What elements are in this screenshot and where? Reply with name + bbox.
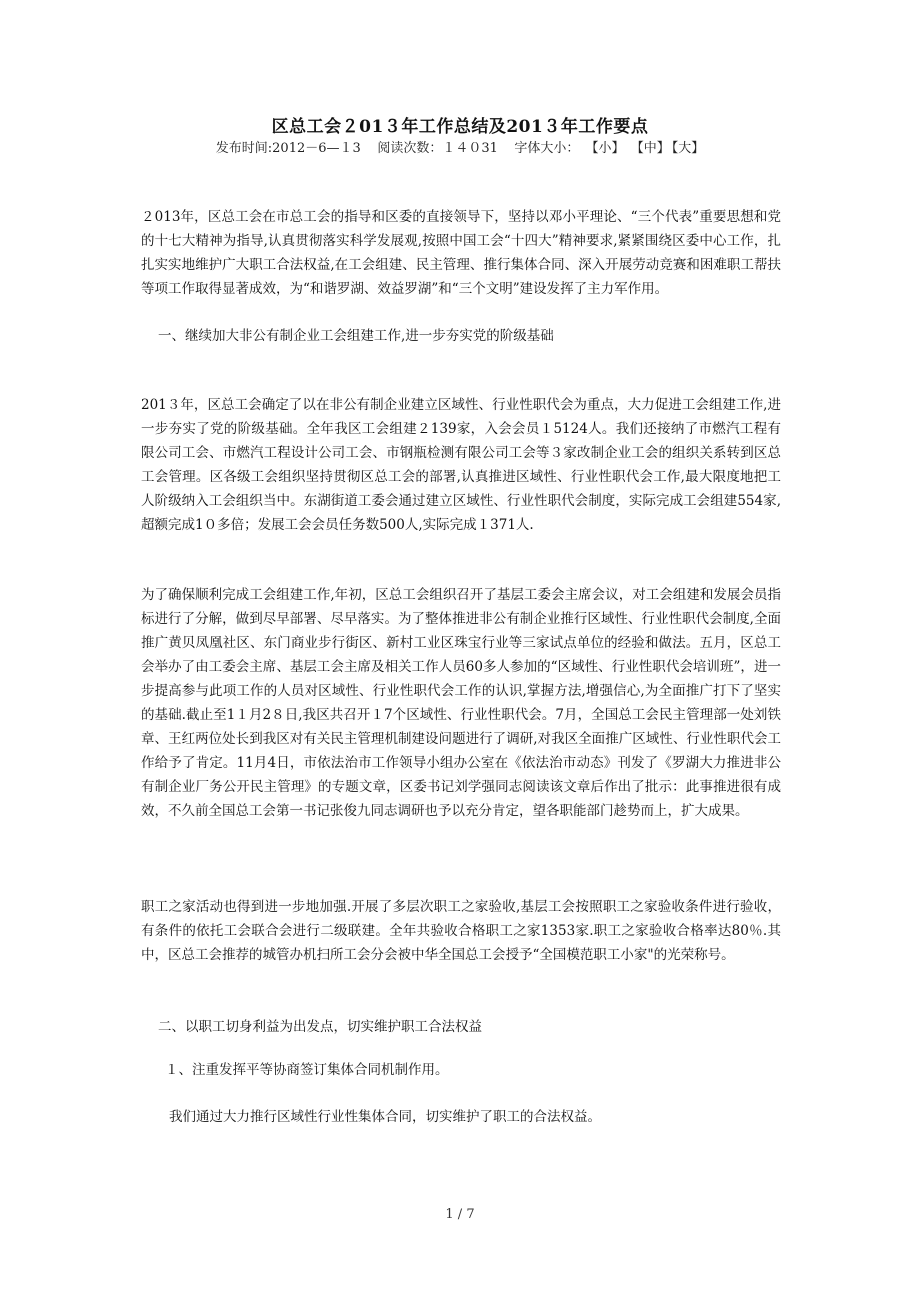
paragraph-1: 201３年，区总工会确定了以在非公有制企业建立区域性、行业性职代会为重点，大力促进工会组建工作,进一步夯实了党的阶级基础。全年我区工会组建２139家，入会会员１5124人。我们还接纳了市燃汽工程有限公司工会、市燃汽工程设计公司工会、市钢瓶检测有限公司工会等３家改制企业工会的组织关系转到区总工会管理。区各级工会组织坚持贯彻区总工会的部署,认真推进区域性、行业性职代会工作,最大限度地把工人阶级纳入工会组织当中。东湖街道工委会通过建立区域性、行业性职代会制度，实际完成工会组建554家,超额完成1０多倍；发展工会会员任务数500人,实际完成１371人.	[141, 397, 781, 533]
font-size-medium-link[interactable]: 【中】	[630, 141, 670, 156]
document-meta	[0, 137, 920, 156]
font-size-small-link[interactable]: 【小】	[585, 141, 625, 156]
paragraph-3: 职工之家活动也得到进一步地加强.开展了多层次职工之家验收,基层工会按照职工之家验收条件进行验收，有条件的依托工会联合会进行二级联建。全年共验收合格职工之家1353家.职工之家验收合格率达80％.其中，区总工会推荐的城管办机扫所工会分会被中华全国总工会授予“全国模范职工小家"的光荣称号。	[141, 899, 781, 963]
document-title: 区总工会２01３年工作总结及201３年工作要点	[271, 117, 649, 137]
section-1-heading: 一、继续加大非公有制企业工会组建工作,进一步夯实党的阶级基础	[158, 328, 554, 344]
paragraph-2: 为了确保顺利完成工会组建工作,年初，区总工会组织召开了基层工委会主席会议，对工会组建和发展会员指标进行了分解，做到尽早部署、尽早落实。为了整体推进非公有制企业推行区域性、行业性职代会制度,全面推广黄贝凤凰社区、东门商业步行街区、新村工业区珠宝行业等三家试点单位的经验和做法。五月，区总工会举办了由工委会主席、基层工会主席及相关工作人员60多人参加的“区域性、行业性职代会培训班”，进一步提高参与此项工作的人员对区域性、行业性职代会工作的认识,掌握方法,增强信心,为全面推广打下了坚实的基础.截止至1１月2８日,我区共召开１7个区域性、行业性职代会。7月，全国总工会民主管理部一处刘铁章、王红两位处长到我区对有关民主管理机制建设问题进行了调研,对我区全面推广区域性、行业性职代会工作给予了肯定。11月4日，市依法治市工作领导小组办公室在《依法治市动态》刊发了《罗湖大力推进非公有制企业厂务公开民主管理》的专题文章，区委书记刘学强同志阅读该文章后作出了批示：此事推进很有成效，不久前全国总工会第一书记张俊九同志调研也予以充分肯定，望各职能部门趁势而上，扩大成果。	[141, 587, 781, 819]
read-count: 阅读次数：１４０31	[377, 141, 498, 156]
publish-date: 发布时间:2012－6—１3	[215, 141, 361, 156]
subsection-1-heading: １、注重发挥平等协商签订集体合同机制作用。	[165, 1062, 449, 1078]
font-size-label: 字体大小：	[514, 141, 580, 156]
section-2-heading: 二、以职工切身利益为出发点，切实维护职工合法权益	[158, 1019, 482, 1035]
paragraph-4: 我们通过大力推行区域性行业性集体合同，切实维护了职工的合法权益。	[169, 1109, 601, 1125]
font-size-large-link[interactable]: 【大】	[671, 141, 705, 156]
page-number: 1 / 7	[445, 1207, 475, 1222]
intro-paragraph: ２013年，区总工会在市总工会的指导和区委的直接领导下，坚持以邓小平理论、“三个代表”重要思想和党的十七大精神为指导,认真贯彻落实科学发展观,按照中国工会“十四大”精神要求,紧紧围绕区委中心工作，扎扎实实地维护广大职工合法权益,在工会组建、民主管理、推行集体合同、深入开展劳动竞赛和困难职工帮扶等项工作取得显著成效，为“和谐罗湖、效益罗湖”和“三个文明”建设发挥了主力军作用。	[141, 209, 781, 297]
